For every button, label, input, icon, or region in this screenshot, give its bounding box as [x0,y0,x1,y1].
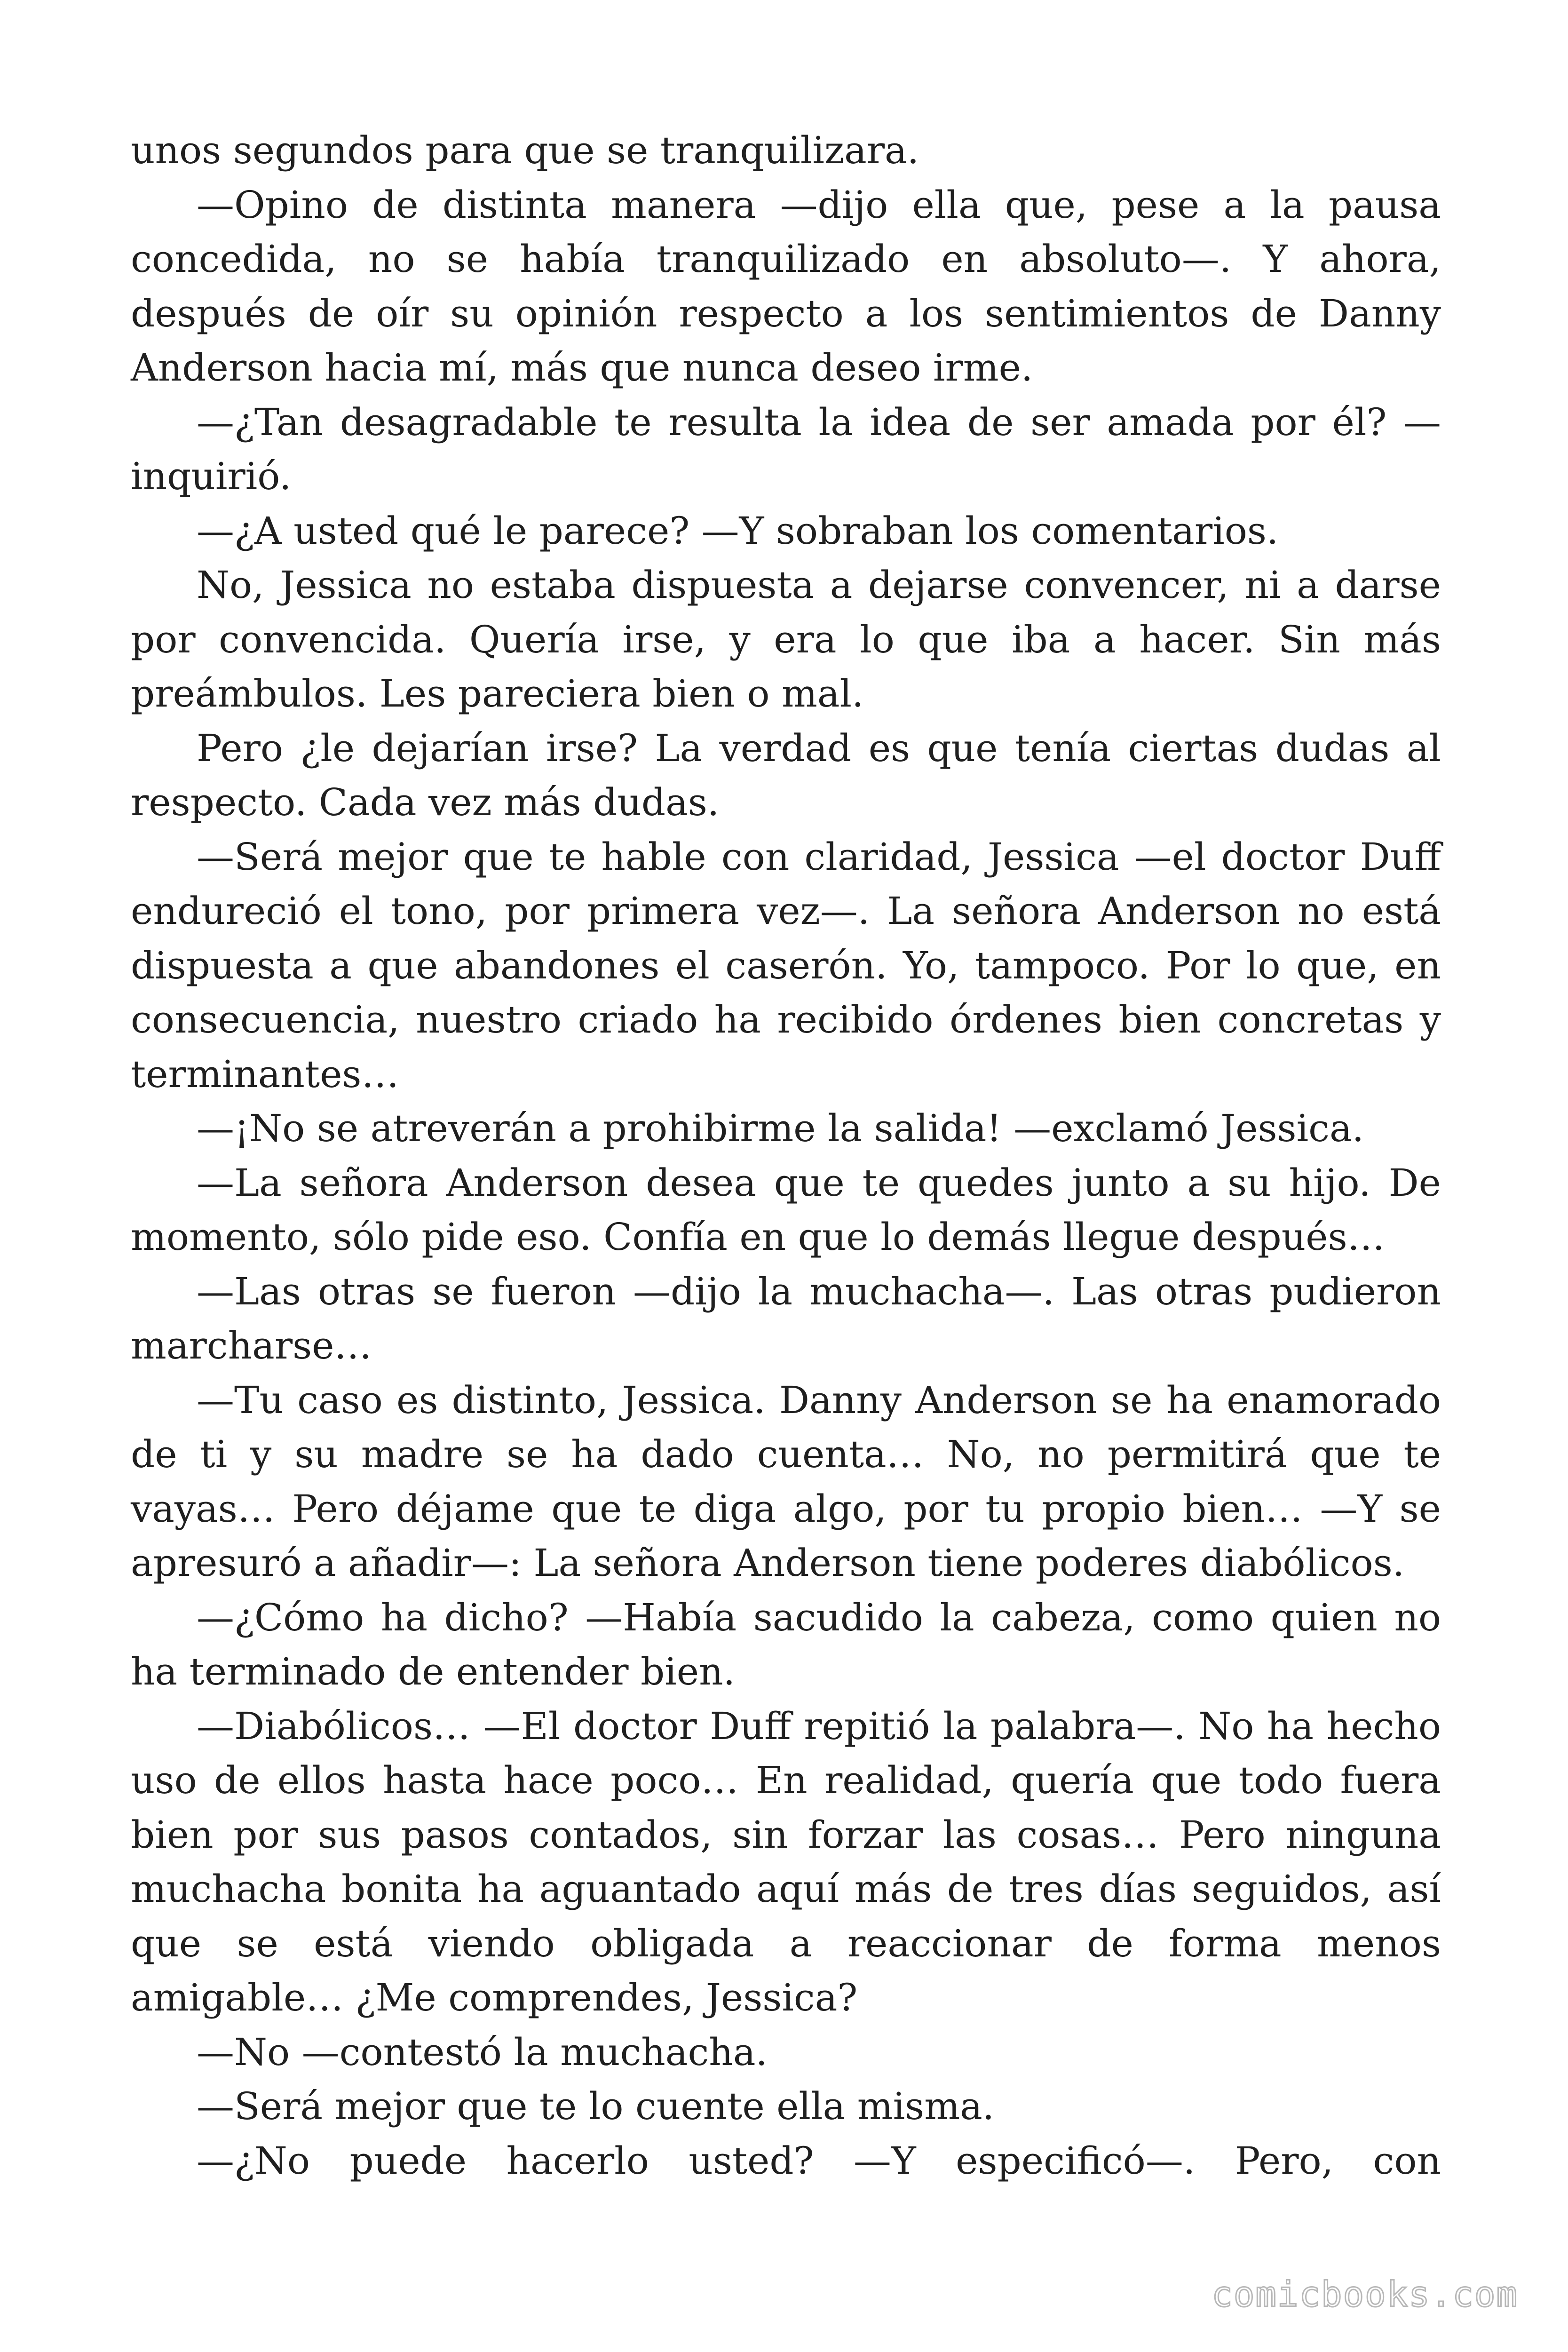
paragraph-8: —¡No se atreverán a prohibirme la salida! —exclamó Jessica. [197,1106,1364,1150]
paragraph-6: Pero ¿le dejarían irse? La verdad es que tenía ciertas dudas al respecto. Cada vez más dudas. [131,726,1441,824]
watermark: comicbooks.com [1212,2274,1518,2315]
paragraph-9: —La señora Anderson desea que te quedes junto a su hijo. De momento, sólo pide eso. Confía en que lo demás llegue después… [131,1160,1441,1259]
paragraph-14: —No —contestó la muchacha. [197,2030,768,2074]
paragraph-11: —Tu caso es distinto, Jessica. Danny Anderson se ha enamorado de ti y su madre se ha dado cuenta… No, no permitirá que te vayas… Pero déjame que te diga algo, por tu propio bien… —Y se apresuró a añadir—: La señora Anderson tiene poderes diabólicos. [131,1378,1441,1585]
paragraph-13: —Diabólicos… —El doctor Duff repitió la palabra—. No ha hecho uso de ellos hasta hace poco… En realidad, quería que todo fuera bien por sus pasos contados, sin forzar las cosas… Pero ninguna muchacha bonita ha aguantado aquí más de tres días seguidos, así que se está viendo obligada a reaccionar de forma menos amigable… ¿Me comprendes, Jessica? [131,1704,1441,2019]
paragraph-4: —¿A usted qué le parece? —Y sobraban los comentarios. [197,509,1279,553]
paragraph-3: —¿Tan desagradable te resulta la idea de ser amada por él? —inquirió. [131,400,1441,498]
paragraph-10: —Las otras se fueron —dijo la muchacha—. Las otras pudieron marcharse… [131,1269,1441,1367]
paragraph-2: —Opino de distinta manera —dijo ella que, pese a la pausa concedida, no se había tranquilizado en absoluto—. Y ahora, después de oír su opinión respecto a los sentimientos de Danny Anderson hacia mí, más que nunca deseo irme. [131,183,1441,389]
paragraph-5: No, Jessica no estaba dispuesta a dejarse convencer, ni a darse por convencida. Quería irse, y era lo que iba a hacer. Sin más preámbulos. Les pareciera bien o mal. [131,563,1441,715]
paragraph-7: —Será mejor que te hable con claridad, Jessica —el doctor Duff endureció el tono, por primera vez—. La señora Anderson no está dispuesta a que abandones el caserón. Yo, tampoco. Por lo que, en consecuencia, nuestro criado ha recibido órdenes bien concretas y terminantes… [131,834,1441,1096]
paragraph-1: unos segundos para que se tranquilizara. [131,128,919,172]
paragraph-12: —¿Cómo ha dicho? —Había sacudido la cabeza, como quien no ha terminado de entender bien. [131,1595,1441,1693]
body-text [131,123,1441,2188]
paragraph-15: —Será mejor que te lo cuente ella misma. [197,2084,995,2128]
paragraph-16: —¿No puede hacerlo usted? —Y especificó—. Pero, con [197,2138,1441,2183]
